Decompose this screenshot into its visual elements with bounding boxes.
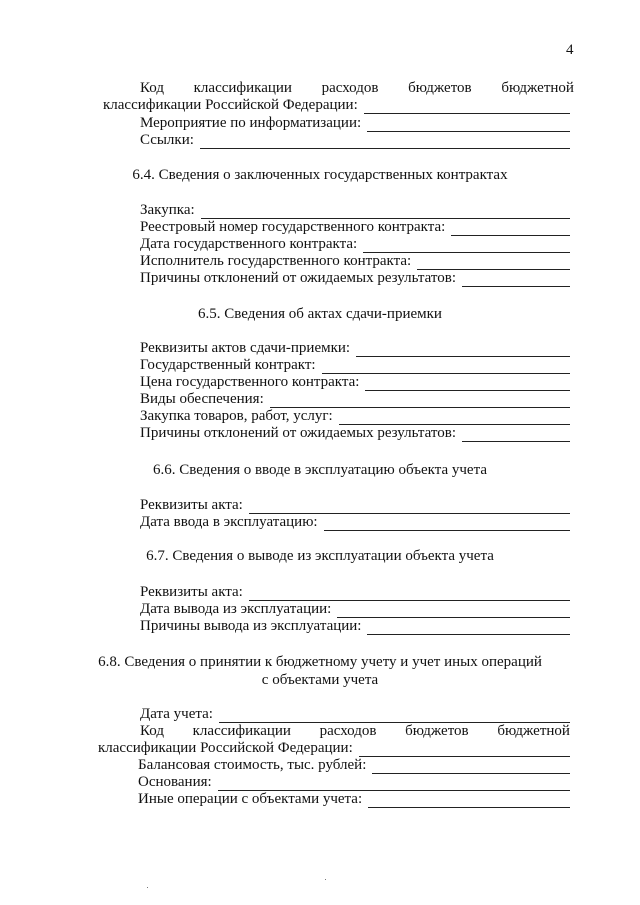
field-contract-price	[140, 374, 570, 391]
field-label: Реквизиты акта:	[140, 497, 243, 513]
field-label: Дата вывода из эксплуатации:	[140, 601, 332, 617]
field-label: Иные операции с объектами учета:	[138, 791, 363, 807]
field-label: Причины вывода из эксплуатации:	[140, 618, 362, 634]
field-act-requisites	[140, 497, 570, 514]
field-blank	[356, 344, 570, 357]
field-blank	[359, 744, 570, 757]
section-heading-6-4: 6.4. Сведения о заключенных государственных контрактах	[132, 167, 508, 183]
field-label: классификации Российской Федерации:	[103, 97, 358, 113]
field-label: Дата учета:	[140, 706, 213, 722]
field-label: Виды обеспечения:	[140, 391, 264, 407]
field-balance-value	[138, 757, 570, 774]
code-classification-line	[140, 80, 574, 97]
field-label: Реестровый номер государственного контракта:	[140, 219, 446, 235]
field-grounds	[138, 774, 570, 791]
field-blank	[368, 795, 570, 808]
word: бюджетной	[501, 80, 574, 96]
field-blank	[249, 588, 570, 601]
field-other-operations	[138, 791, 570, 808]
page-number: 4	[566, 42, 574, 58]
field-security-types	[140, 391, 570, 408]
word: классификации	[193, 80, 292, 96]
field-label: Реквизиты акта:	[140, 584, 243, 600]
field-classification	[98, 740, 570, 757]
field-state-contract	[140, 357, 570, 374]
field-blank	[219, 710, 570, 723]
field-blank	[367, 622, 570, 635]
field-blank	[200, 136, 570, 149]
section-heading-6-6: 6.6. Сведения о вводе в эксплуатацию объекта учета	[153, 462, 487, 478]
field-decommission-reasons	[140, 618, 570, 635]
field-label: Закупка товаров, работ, услуг:	[140, 408, 333, 424]
section-heading-6-8: 6.8. Сведения о принятии к бюджетному учету и учет иных операций	[98, 654, 542, 670]
word: Код	[140, 80, 164, 96]
field-commissioning-date	[140, 514, 570, 531]
field-blank	[322, 361, 570, 374]
field-blank	[363, 240, 570, 253]
field-blank	[462, 429, 570, 442]
field-label: Ссылки:	[140, 132, 194, 148]
field-event	[140, 115, 570, 132]
field-label: Мероприятие по информатизации:	[140, 115, 362, 131]
field-label: Исполнитель государственного контракта:	[140, 253, 412, 269]
field-blank	[218, 778, 570, 791]
field-deviation-reasons	[140, 425, 570, 442]
word: расходов	[321, 80, 379, 96]
field-registry-number	[140, 219, 570, 236]
field-blank	[337, 605, 570, 618]
field-blank	[364, 101, 570, 114]
field-label: Государственный контракт:	[140, 357, 316, 373]
field-blank	[372, 761, 570, 774]
field-links	[140, 132, 570, 149]
field-label: Дата государственного контракта:	[140, 236, 358, 252]
code-classification-line	[140, 723, 570, 740]
field-executor	[140, 253, 570, 270]
scan-speck	[325, 879, 326, 880]
section-heading-6-8-cont: с объектами учета	[261, 672, 379, 688]
field-blank	[367, 119, 570, 132]
field-blank	[365, 378, 570, 391]
field-deviation-reasons	[140, 270, 570, 287]
field-act-requisites	[140, 584, 570, 601]
word: бюджетов	[408, 80, 472, 96]
field-label: Дата ввода в эксплуатацию:	[140, 514, 318, 530]
field-label: Основания:	[138, 774, 212, 790]
field-blank	[462, 274, 570, 287]
field-label: Реквизиты актов сдачи-приемки:	[140, 340, 351, 356]
field-label: классификации Российской Федерации:	[98, 740, 353, 756]
field-label: Цена государственного контракта:	[140, 374, 360, 390]
field-label: Причины отклонений от ожидаемых результатов:	[140, 270, 456, 286]
field-label: Балансовая стоимость, тыс. рублей:	[138, 757, 367, 773]
field-blank	[339, 412, 570, 425]
field-goods-purchase	[140, 408, 570, 425]
field-contract-date	[140, 236, 570, 253]
word: бюджетов	[405, 723, 469, 739]
word: бюджетной	[497, 723, 570, 739]
field-label: Причины отклонений от ожидаемых результатов:	[140, 425, 456, 441]
field-decommission-date	[140, 601, 570, 618]
word: классификации	[192, 723, 291, 739]
field-blank	[417, 257, 570, 270]
field-accounting-date	[140, 706, 570, 723]
field-label: Закупка:	[140, 202, 195, 218]
field-classification	[103, 97, 570, 114]
section-heading-6-5: 6.5. Сведения об актах сдачи-приемки	[198, 306, 442, 322]
field-blank	[270, 395, 570, 408]
word: Код	[140, 723, 164, 739]
scan-speck	[147, 887, 148, 888]
section-heading-6-7: 6.7. Сведения о выводе из эксплуатации объекта учета	[146, 548, 494, 564]
field-purchase	[140, 202, 570, 219]
field-blank	[451, 223, 570, 236]
field-blank	[249, 501, 570, 514]
field-blank	[201, 206, 570, 219]
field-blank	[324, 518, 570, 531]
word: расходов	[319, 723, 377, 739]
field-act-details	[140, 340, 570, 357]
